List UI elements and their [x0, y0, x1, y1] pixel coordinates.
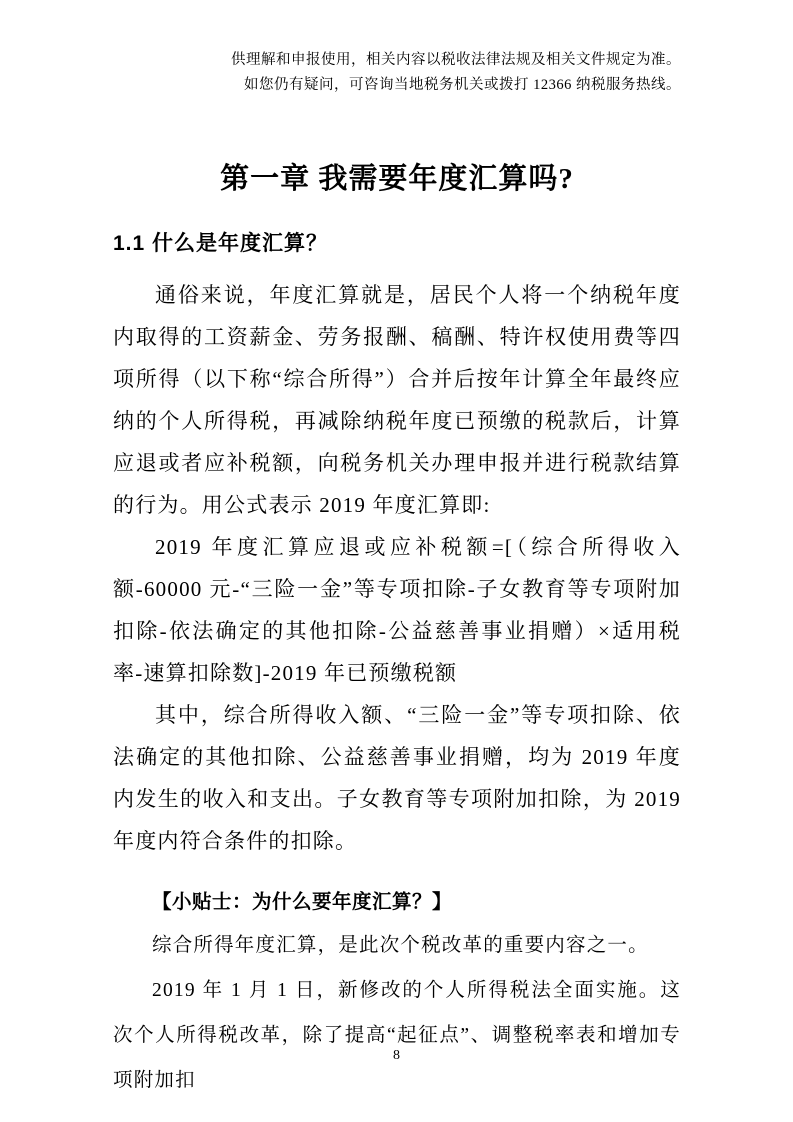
page-number: 8 [393, 1048, 400, 1063]
chapter-title: 第一章 我需要年度汇算吗? [220, 163, 574, 195]
tip-heading: 【小贴士：为什么要年度汇算？】 [152, 891, 453, 914]
page-header-notice [113, 48, 681, 98]
tip-body [113, 923, 681, 1103]
tip-paragraph: 2019 年 1 月 1 日，新修改的个人所得税法全面实施。这次个人所得税改革，除了提高“起征点”、调整税率表和增加专项附加扣 [113, 980, 681, 1092]
formula-paragraph: 2019 年度汇算应退或应补税额=[（综合所得收入额-60000 元-“三险一金”等专项扣除-子女教育等专项附加扣除-依法确定的其他扣除-公益慈善事业捐赠）×适用税率-速算扣除数]-2019 年已预缴税额 [113, 535, 681, 686]
body-paragraph: 其中，综合所得收入额、“三险一金”等专项扣除、依法确定的其他扣除、公益慈善事业捐赠，均为 2019 年度内发生的收入和支出。子女教育等专项附加扣除，为 2019 年度内符合条件的扣除。 [113, 703, 681, 854]
header-notice-line2: 如您仍有疑问，可咨询当地税务机关或拨打 12366 纳税服务热线。 [244, 77, 681, 93]
tip-paragraph: 综合所得年度汇算，是此次个税改革的重要内容之一。 [152, 935, 649, 957]
section-body [113, 274, 681, 862]
body-paragraph: 通俗来说，年度汇算就是，居民个人将一个纳税年度内取得的工资薪金、劳务报酬、稿酬、特许权使用费等四项所得（以下称“综合所得”）合并后按年计算全年最终应纳的个人所得税，再减除纳税年度已预缴的税款后，计算应退或者应补税额，向税务机关办理申报并进行税款结算的行为。用公式表示 2019 年度汇算即: [113, 283, 681, 518]
header-notice-line1: 供理解和申报使用，相关内容以税收法律法规及相关文件规定为准。 [231, 52, 681, 68]
section-heading: 1.1 什么是年度汇算？ [113, 232, 329, 255]
